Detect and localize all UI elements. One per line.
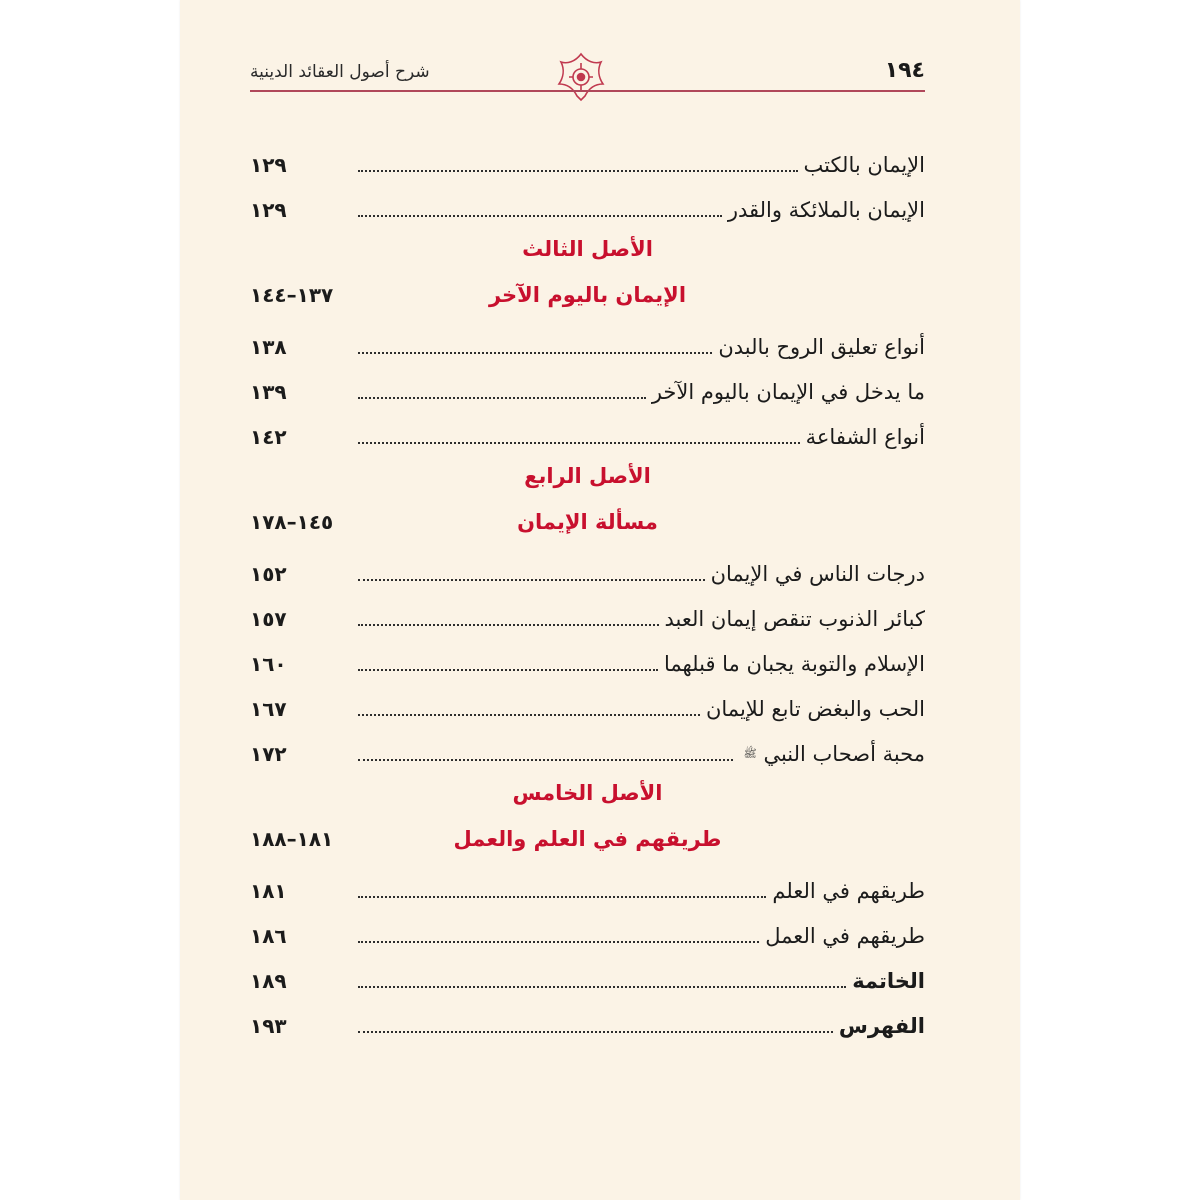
entry-page: ١٧٢ [250,742,287,766]
leader-dots [358,215,722,217]
toc-entry [250,997,925,1042]
entry-title: ما يدخل في الإيمان باليوم الآخر [651,380,925,404]
entry-title: الإسلام والتوبة يجبان ما قبلهما [663,652,925,676]
ornament-icon [555,50,607,102]
section-heading [250,770,925,816]
honorific-glyph: ﷺ [743,747,757,760]
entry-page: ١٨٦ [250,924,287,948]
toc-entry [250,181,925,226]
entry-title: أنواع تعليق الروح بالبدن [718,335,925,359]
toc-entry [250,318,925,363]
entry-page: ١٣٩ [250,380,287,404]
leader-dots [358,579,705,581]
toc-entry [250,635,925,680]
toc-entry [250,907,925,952]
heading-text: مسألة الإيمان [517,510,658,534]
leader-dots [358,624,659,626]
heading-text: الأصل الخامس [512,781,663,805]
entry-title: الإيمان بالملائكة والقدر [727,198,925,222]
toc-entry [250,680,925,725]
header-rule [250,90,925,92]
entry-page: ١٨١ [250,879,287,903]
entry-page: ١٣٨ [250,335,287,359]
entry-page: ١٨٩ [250,969,287,993]
toc-entry [250,862,925,907]
toc-entry [250,725,925,770]
entry-page: ١٢٩ [250,153,287,177]
leader-dots [358,1031,833,1033]
entry-title: الخاتمة [852,969,925,993]
entry-page: ١٦٧ [250,697,287,721]
leader-dots [358,170,798,172]
entry-title-text: محبة أصحاب النبي [763,742,925,766]
table-of-contents [250,136,925,1042]
section-heading [250,499,925,545]
leader-dots [358,352,712,354]
book-page [180,0,1020,1200]
page-range: ١٨١–١٨٨ [250,827,334,851]
entry-title: أنواع الشفاعة [805,425,925,449]
entry-title: الفهرس [838,1014,925,1038]
page-header [250,50,925,100]
page-range: ١٣٧–١٤٤ [250,283,334,307]
entry-title: كبائر الذنوب تنقص إيمان العبد [664,607,925,631]
toc-entry [250,136,925,181]
entry-title: طريقهم في العمل [765,924,925,948]
toc-entry [250,545,925,590]
leader-dots [358,442,800,444]
running-title: شرح أصول العقائد الدينية [250,62,430,82]
leader-dots [358,941,759,943]
section-heading [250,226,925,272]
toc-entry [250,408,925,453]
entry-title: طريقهم في العلم [772,879,925,903]
heading-text: الأصل الرابع [524,464,651,488]
leader-dots [358,714,700,716]
page-range: ١٤٥–١٧٨ [250,510,334,534]
page-number: ١٩٤ [884,58,925,83]
leader-dots [358,986,846,988]
entry-page: ١٥٢ [250,562,287,586]
toc-entry [250,363,925,408]
section-heading [250,272,925,318]
entry-page: ١٤٢ [250,425,287,449]
leader-dots [358,759,733,761]
entry-page: ١٦٠ [250,652,287,676]
heading-text: الأصل الثالث [522,237,653,261]
leader-dots [358,397,646,399]
entry-title: درجات الناس في الإيمان [710,562,925,586]
heading-text: طريقهم في العلم والعمل [453,827,722,851]
leader-dots [358,669,658,671]
entry-title: الإيمان بالكتب [803,153,925,177]
entry-page: ١٥٧ [250,607,287,631]
entry-page: ١٢٩ [250,198,287,222]
toc-entry [250,952,925,997]
heading-text: الإيمان باليوم الآخر [488,283,687,307]
section-heading [250,816,925,862]
toc-entry [250,590,925,635]
entry-title [733,738,925,770]
entry-title: الحب والبغض تابع للإيمان [705,697,925,721]
entry-page: ١٩٣ [250,1014,287,1038]
section-heading [250,453,925,499]
leader-dots [358,896,766,898]
